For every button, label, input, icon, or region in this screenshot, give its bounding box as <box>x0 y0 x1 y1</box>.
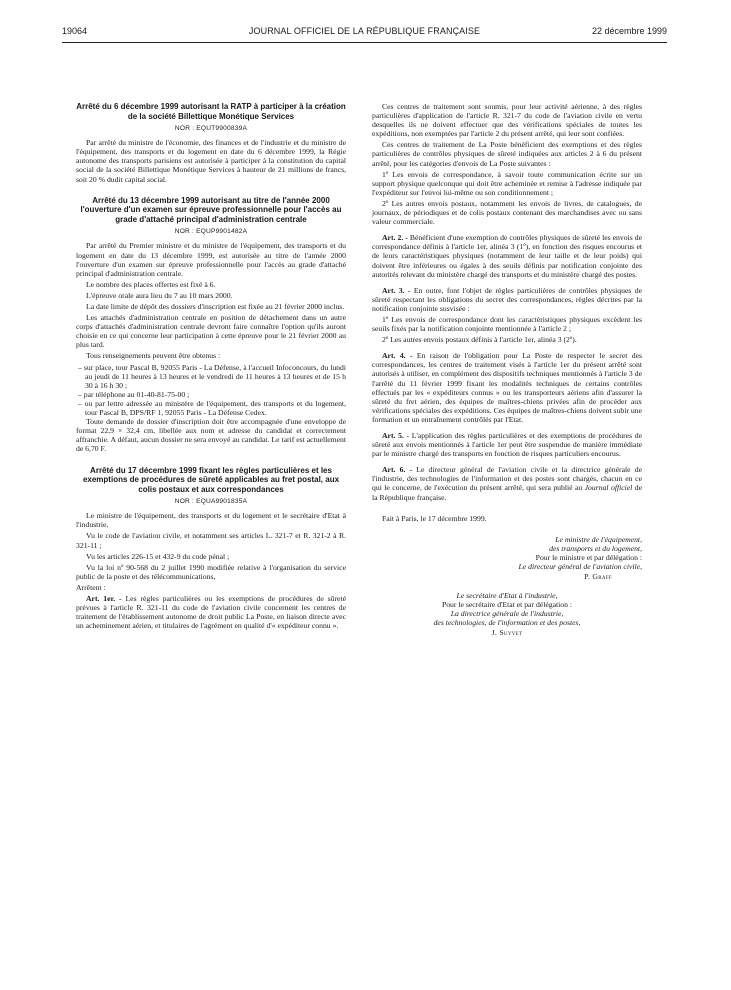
signature-block-minister <box>372 535 642 581</box>
paragraph: Toute demande de dossier d'inscription doit être accompagnée d'une enveloppe de format 22,9 × 32,4 cm, libellée aux nom et adresse du candidat et correctement affranchie. A défaut, aucun dossier ne sera envoyé au candidat. Le tarif est actuellement de 6,70 F. <box>76 417 346 454</box>
paragraph: 2º Les autres envois postaux définis à l'article 1er, alinéa 3 (2º). <box>382 335 577 345</box>
signature-line: des transports et du logement, <box>549 543 642 553</box>
paragraph: 1º Les envois de correspondance, à savoir toute communication écrite sur un support physique quelconque qui doit être acheminée et remise à l'adresse indiquée par l'expéditeur sur l'envoi lui-même ou son conditionnement ; <box>372 169 642 197</box>
paragraph: Les attachés d'administration centrale en position de détachement dans un autre corps d'attachés d'administration centrale devront faire connaître l'option qu'ils auront choisie en ce qui concerne leur participation à cette épreuve pour le 21 février 2000 au plus tard. <box>76 313 346 350</box>
arrete-title: Arrêté du 13 décembre 1999 autorisant au titre de l'année 2000 l'ouverture d'un examen sur épreuve professionnelle pour l'accès au grade d'attaché principal d'administration centrale <box>80 195 342 224</box>
journal-name: Journal officiel <box>584 483 633 493</box>
article-label: Art. 5. - <box>382 431 410 440</box>
signature-line: Pour le secrétaire d'Etat et par délégation : <box>441 599 573 609</box>
article-text: En raison de l'obligation pour La Poste de respecter le secret des correspondances, les centres de traitement visés à l'article 1er du présent arrêté sont autorisés à utiliser, en complément des dispositifs techniques mentionnés à l'article 3 de l'arrêté du 11 février 1999 fixant les modalités techniques de certains contrôles effectués par les « expéditeurs connus » ou les transporteurs aériens afin d'assurer la sûreté du fret aérien, des équipes de maîtres-chiens privées afin de procéder aux vérifications spéciales des expéditions. Ces équipes de maîtres-chiens doivent subir une formation et un entraînement contrôlés par l'Etat. <box>372 351 642 424</box>
contact-list <box>76 363 346 418</box>
paragraph: Vu la loi nº 90-568 du 2 juillet 1990 modifiée relative à l'organisation du service public de la poste et des télécommunications, <box>76 562 346 581</box>
paragraph: Vu les articles 226-15 et 432-9 du code pénal ; <box>86 551 230 561</box>
signatory-name: J. Suyvet <box>491 627 523 637</box>
fait-a-paris: Fait à Paris, le 17 décembre 1999. <box>382 513 487 523</box>
paragraph: Le ministre de l'équipement, des transports et du logement et le secrétaire d'Etat à l'industrie, <box>76 511 346 530</box>
article-text: L'application des règles particulières et des exemptions de procédures de sûreté aux envois mentionnés à l'article 1er peut être suspendue de manière immédiate par le ministre chargé des transports en fonction de risques particuliers encourus. <box>372 431 642 459</box>
article-text: En outre, font l'objet de règles particulières de contrôles physiques de sûreté respectant les obligations du secret des correspondances, règles décrites par la notification conjointe susvisée : <box>372 285 643 313</box>
paragraph: Tous renseignements peuvent être obtenus : <box>86 351 221 361</box>
signature-line: Le directeur général de l'aviation civile, <box>518 562 642 572</box>
article-5 <box>372 431 642 458</box>
paragraph: Ces centres de traitement de La Poste bénéficient des exemptions et des règles particulières de contrôles physiques de sûreté indiquées aux articles 2 à 6 du présent arrêté, pour les catégories d'envois de La Poste suivantes : <box>372 140 642 168</box>
header-rule <box>62 42 667 43</box>
article-label: Art. 4. - <box>382 351 413 361</box>
arrete-ratp <box>76 102 346 184</box>
paragraph: L'épreuve orale aura lieu du 7 au 10 mars 2000. <box>86 290 233 300</box>
list-item: – sur place, tour Pascal B, 92055 Paris - La Défense, à l'accueil Infoconcours, du lundi au jeudi de 11 heures à 13 heures et le vendredi de 11 heures à 13 heures et de 15 h 30 à 16 h 30 ; <box>78 362 346 390</box>
right-column <box>372 102 642 637</box>
arrete-surete <box>76 466 346 631</box>
paragraph: Le nombre des places offertes est fixé à 6. <box>86 279 216 289</box>
paragraph: Par arrêté du ministre de l'économie, des finances et de l'industrie et du ministre de l'équipement, des transports et du logement en date du 6 décembre 1999, la Régie autonome des transports parisiens est autorisée à participer à la constitution du capital social de la société Billettique Monétique Services à hauteur de 21 millions de francs, soit 20 % dudit capital social. <box>76 138 346 184</box>
page-header <box>62 26 667 40</box>
arretent-heading: Arrêtent : <box>76 582 106 592</box>
article-6 <box>372 465 642 501</box>
paragraph: Vu le code de l'aviation civile, et notamment ses articles L. 321-7 et R. 321-2 à R. 321-11 ; <box>76 531 346 550</box>
paragraph: 1º Les envois de correspondance dont les caractéristiques physiques excèdent les seuils fixés par la notification conjointe mentionnée à l'article 2 ; <box>372 314 642 334</box>
page-number: 19064 <box>62 26 88 36</box>
article-text: Le directeur général de l'aviation civile et la directrice générale de l'industrie, des technologies de l'information et des postes sont chargés, chacun en ce qui le concerne, de l'exécution du présent arrêté, qui sera publié au <box>372 465 642 493</box>
article-text: Bénéficient d'une exemption de contrôles physiques de sûreté les envois de correspondance définis à l'article 1er, alinéa 3 (1º), en fonction des risques encourus et de leurs caractéristiques physiques (notamment de leur taille et de leur poids) qui doivent être inférieures ou égales à des seuils définis par notification conjointe des autorités relevant du ministère chargé des transports et du ministère chargé des postes. <box>372 233 642 279</box>
article-1 <box>76 594 346 630</box>
article-3 <box>372 286 642 313</box>
left-column <box>76 102 346 632</box>
article-2 <box>372 233 642 278</box>
arrete-examen <box>76 196 346 454</box>
article-label: Art. 3. - <box>382 285 411 295</box>
signature-line: La directrice générale de l'industrie, <box>450 609 564 619</box>
arrete-title: Arrêté du 6 décembre 1999 autorisant la RATP à participer à la création de la société Billettique Monétique Services <box>76 102 346 121</box>
article-label: Art. 1er. - <box>86 594 122 604</box>
article-text: de la République française. <box>372 483 642 502</box>
paragraph: Par arrêté du Premier ministre et du ministre de l'équipement, des transports et du logement en date du 13 décembre 1999, est autorisée au titre de l'année 2000 l'ouverture d'un examen sur épreuve professionnelle pour l'accès au grade d'attaché principal d'administration centrale. <box>76 241 346 278</box>
nor-reference: NOR : EQUT9900839A <box>174 125 248 133</box>
paragraph: Ces centres de traitement sont soumis, pour leur activité aérienne, à des règles particulières d'application de l'article R. 321-7 du code de l'aviation civile en vertu desquelles ils ne doivent effectuer que des vérifications spéciales de toutes les expéditions, non exemptées par l'article 2 du présent arrêté, qui leur sont confiées. <box>372 102 642 139</box>
article-text: Les règles particulières ou les exemptions de procédures de sûreté prévues à l'article R. 321-11 du code de l'aviation civile concernent les centres de traitement de l'établissement autonome de droit public La Poste, en liaison directe avec un acheminement aérien, et titulaires de l'agrément en qualité d'« expéditeur connu ». <box>76 594 346 631</box>
article-4 <box>372 351 642 424</box>
article-label: Art. 6. - <box>382 465 413 475</box>
list-item: – par téléphone au 01-40-81-75-00 ; <box>78 389 190 399</box>
signature-line: Pour le ministre et par délégation : <box>535 553 642 563</box>
signature-line: Le ministre de l'équipement, <box>555 534 642 544</box>
signatory-name: P. Graff <box>584 571 612 581</box>
signature-block-secretary <box>372 591 642 637</box>
journal-title: JOURNAL OFFICIEL DE LA RÉPUBLIQUE FRANÇAISE <box>248 26 481 36</box>
signature-line: des technologies, de l'information et des postes, <box>433 618 581 628</box>
article-label: Art. 2. - <box>382 233 408 243</box>
arrete-title: Arrêté du 17 décembre 1999 fixant les règles particulières et les exemptions de procédures de sûreté applicables au fret postal, aux colis postaux et aux correspondances <box>82 465 340 494</box>
issue-date: 22 décembre 1999 <box>591 26 667 36</box>
paragraph: 2º Les autres envois postaux, notamment les envois de livres, de catalogues, de journaux, de périodiques et de colis postaux contenant des marchandises avec ou sans valeur commerciale. <box>372 198 642 227</box>
signature-line: Le secrétaire d'Etat à l'industrie, <box>456 590 558 600</box>
nor-reference: NOR : EQUA9901835A <box>174 498 248 506</box>
nor-reference: NOR : EQUP9901482A <box>174 228 248 236</box>
list-item: – ou par lettre adressée au ministère de l'équipement, des transports et du logement, tour Pascal B, DPS/RF 1, 92055 Paris - La Défense Cedex. <box>78 398 346 418</box>
paragraph: La date limite de dépôt des dossiers d'inscription est fixée au 21 février 2000 inclus. <box>86 302 345 311</box>
